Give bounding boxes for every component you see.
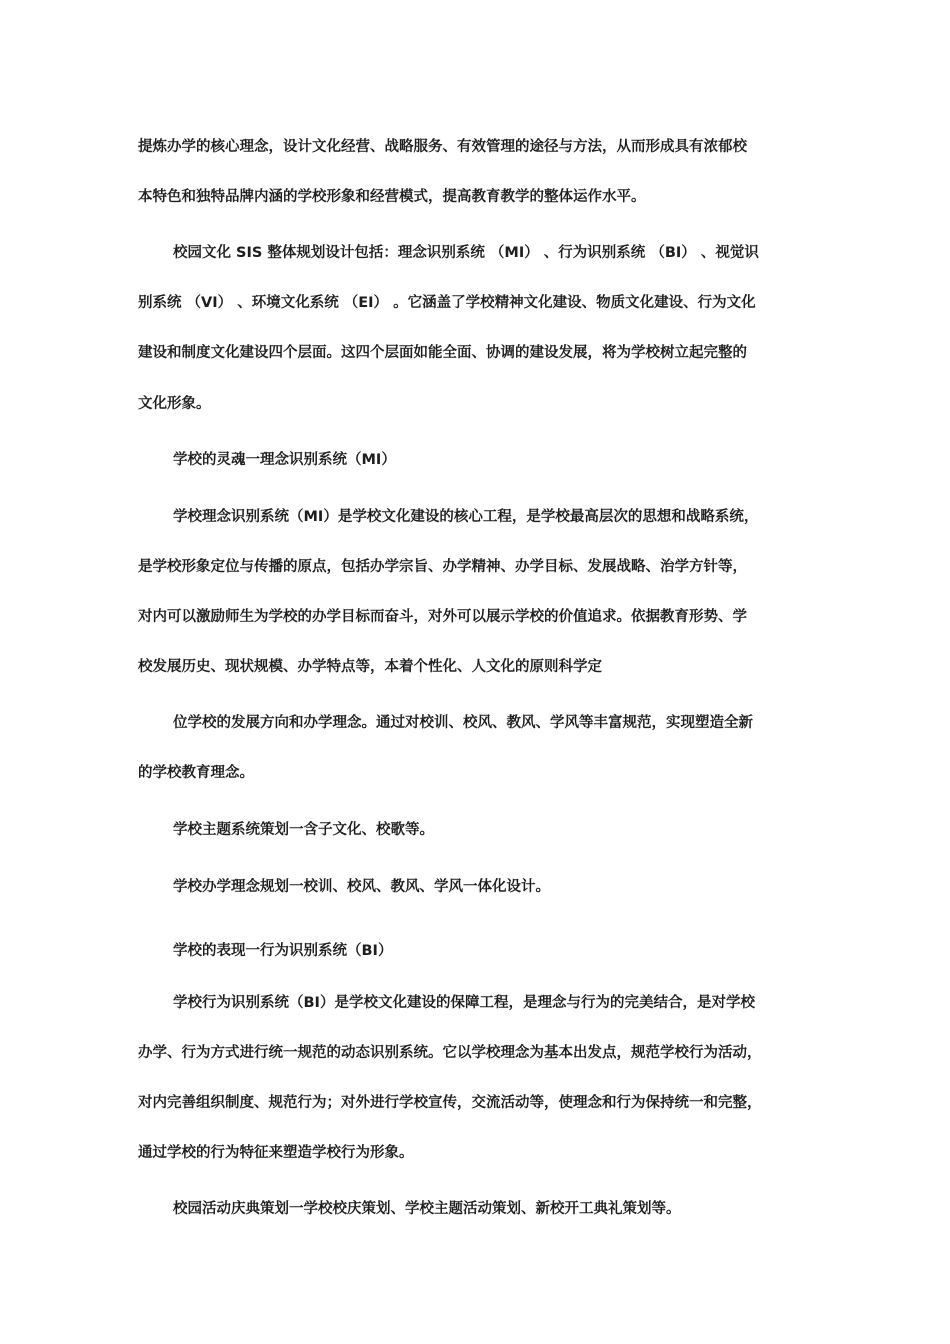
text-line: 办学、行为方式进行统一规范的动态识别系统。它以学校理念为基本出发点，规范学校行为活动，: [138, 1045, 762, 1061]
text-line: 校发展历史、现状规模、办学特点等，本着个性化、人文化的原则科学定: [138, 659, 602, 675]
text-line: 校园活动庆典策划一学校校庆策划、学校主题活动策划、新校开工典礼策划等。: [173, 1201, 681, 1217]
text-line: 对内完善组织制度、规范行为；对外进行学校宣传，交流活动等，使理念和行为保持统一和完整，: [138, 1095, 762, 1111]
text-line: 是学校形象定位与传播的原点，包括办学宗旨、办学精神、办学目标、发展战略、治学方针等，: [138, 559, 747, 575]
text-line: 校园文化 SIS 整体规划设计包括：理念识别系统 （MI） 、行为识别系统 （BI） 、视觉识: [173, 245, 759, 261]
text-line: 学校行为识别系统（BI）是学校文化建设的保障工程，是理念与行为的完美结合，是对学校: [173, 995, 755, 1011]
text-line: 学校办学理念规划一校训、校风、教风、学风一体化设计。: [173, 879, 550, 895]
text-line: 学校主题系统策划一含子文化、校歌等。: [173, 822, 434, 838]
text-line: 提炼办学的核心理念，设计文化经营、战略服务、有效管理的途径与方法，从而形成具有浓郁校: [138, 139, 747, 155]
text-line: 别系统 （VI） 、环境文化系统 （EI） 。它涵盖了学校精神文化建设、物质文化建设、行为文化: [138, 295, 756, 311]
section-heading: 学校的灵魂一理念识别系统（MI）: [173, 452, 396, 468]
text-line: 的学校教育理念。: [138, 765, 254, 781]
text-line: 文化形象。: [138, 396, 211, 412]
text-line: 本特色和独特品牌内涵的学校形象和经营模式，提高教育教学的整体运作水平。: [138, 189, 646, 205]
text-line: 位学校的发展方向和办学理念。通过对校训、校风、教风、学风等丰富规范，实现塑造全新: [173, 715, 753, 731]
section-heading: 学校的表现一行为识别系统（BI）: [173, 943, 393, 959]
text-line: 学校理念识别系统（MI）是学校文化建设的核心工程，是学校最高层次的思想和战略系统，: [173, 509, 759, 525]
text-line: 对内可以激励师生为学校的办学目标而奋斗，对外可以展示学校的价值追求。依据教育形势、学: [138, 609, 747, 625]
text-line: 通过学校的行为特征来塑造学校行为形象。: [138, 1145, 414, 1161]
text-line: 建设和制度文化建设四个层面。这四个层面如能全面、协调的建设发展，将为学校树立起完整的: [138, 345, 747, 361]
